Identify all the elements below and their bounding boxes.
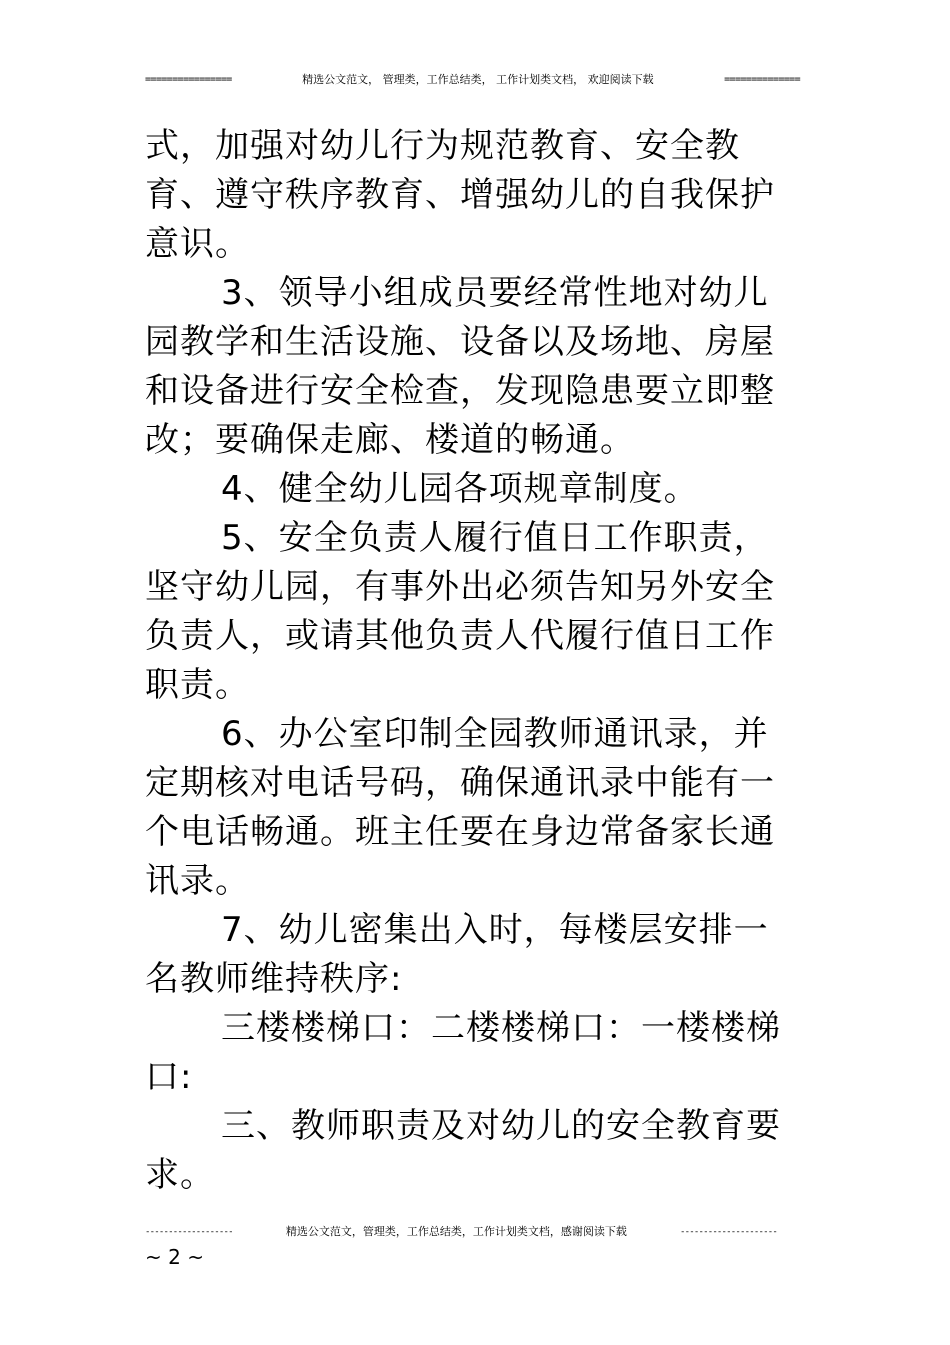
page-number: ~ 2 ~ bbox=[145, 1245, 204, 1269]
paragraph-item-7: 7、幼儿密集出入时，每楼层安排一名教师维持秩序: bbox=[145, 910, 769, 999]
header-right-rule: ============== bbox=[724, 74, 800, 85]
page-header bbox=[145, 72, 800, 88]
document-body bbox=[145, 122, 785, 1200]
paragraph-stairways: 三楼楼梯口：二楼楼梯口：一楼楼梯口: bbox=[145, 1008, 781, 1097]
paragraph-item-3: 3、领导小组成员要经常性地对幼儿园教学和生活设施、设备以及场地、房屋和设备进行安全检查，发现隐患要立即整改；要确保走廊、楼道的畅通。 bbox=[145, 273, 775, 460]
header-left-rule: ================ bbox=[145, 74, 232, 85]
section-heading-3: 三、教师职责及对幼儿的安全教育要求。 bbox=[145, 1106, 781, 1195]
paragraph-item-5: 5、安全负责人履行值日工作职责，坚守幼儿园，有事外出必须告知另外安全负责人，或请其他负责人代履行值日工作职责。 bbox=[145, 518, 775, 705]
paragraph-item-4: 4、健全幼儿园各项规章制度。 bbox=[221, 469, 699, 509]
header-text: 精选公文范文， 管理类，工作总结类， 工作计划类文档， 欢迎阅读下载 bbox=[302, 73, 654, 86]
footer-text: 精选公文范文，管理类，工作总结类，工作计划类文档，感谢阅读下载 bbox=[285, 1225, 627, 1238]
page-footer bbox=[145, 1224, 777, 1240]
footer-right-rule: --------------------- bbox=[679, 1227, 777, 1237]
paragraph-item-6: 6、办公室印制全园教师通讯录，并定期核对电话号码，确保通讯录中能有一个电话畅通。班主任要在身边常备家长通讯录。 bbox=[145, 714, 775, 901]
paragraph-continuation: 式，加强对幼儿行为规范教育、安全教育、遵守秩序教育、增强幼儿的自我保护意识。 bbox=[145, 126, 775, 264]
footer-left-rule: ------------------- bbox=[145, 1227, 233, 1237]
